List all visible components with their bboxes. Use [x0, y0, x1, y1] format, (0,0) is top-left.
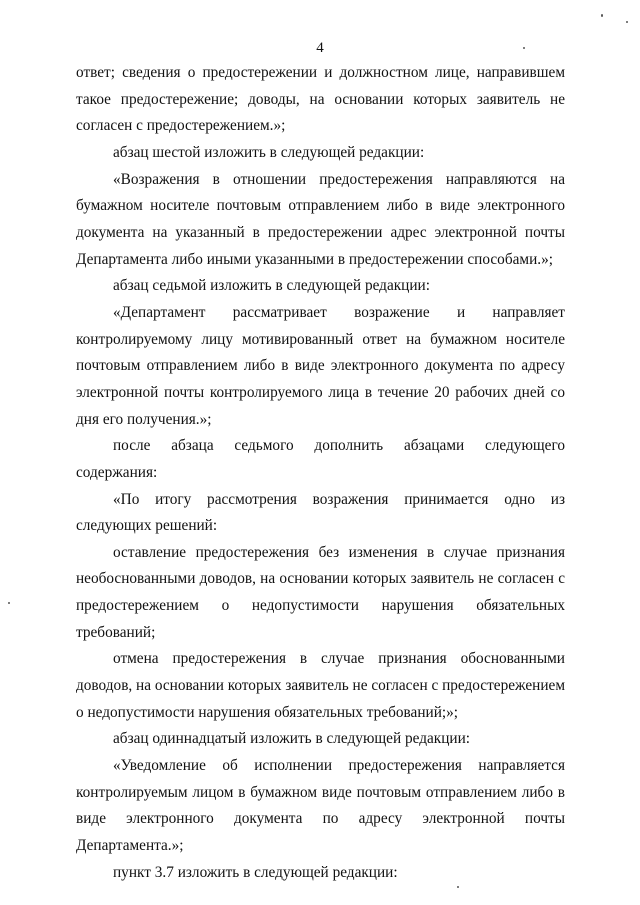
scan-speck: [8, 602, 10, 604]
scan-speck: [523, 47, 525, 49]
paragraph-4: «Департамент рассматривает возражение и направляет контролируемому лицу мотивированный ответ на бумажном носителе почтовым отправлением либо в виде электронного документа по адресу электронной почты контролируемого лица в течение 20 рабочих дней со дня его получения.»;: [76, 303, 565, 428]
paragraph-5: после абзаца седьмого дополнить абзацами следующего содержания:: [76, 437, 565, 481]
paragraph-6: «По итогу рассмотрения возражения принимается одно из следующих решений:: [76, 490, 565, 535]
scan-speck: [626, 21, 628, 23]
document-body: [76, 60, 565, 886]
paragraph-1: абзац шестой изложить в следующей редакции:: [113, 143, 425, 161]
scan-speck: [457, 886, 459, 888]
paragraph-2: «Возражения в отношении предостережения направляются на бумажном носителе почтовым отправлением либо в виде электронного документа на указанный в предостережении адрес электронной почты Департамента либо иными указанными в предостережении способами.»;: [76, 170, 565, 268]
paragraph-0: ответ; сведения о предостережении и должностном лице, направившем такое предостережение; доводы, на основании которых заявитель не согласен с предостережением.»;: [76, 64, 565, 135]
paragraph-3: абзац седьмой изложить в следующей редакции:: [113, 277, 430, 295]
paragraph-11: пункт 3.7 изложить в следующей редакции:: [113, 863, 398, 881]
paragraph-7: оставление предостережения без изменения в случае признания необоснованными доводов, на основании которых заявитель не согласен с предостережением о недопустимости нарушения обязательных требований;: [76, 543, 565, 641]
scan-speck: [601, 14, 603, 17]
paragraph-10: «Уведомление об исполнении предостережения направляется контролируемым лицом в бумажном виде почтовым отправлением либо в виде электронного документа по адресу электронной почты Департамента.»;: [76, 757, 565, 855]
paragraph-9: абзац одиннадцатый изложить в следующей редакции:: [113, 730, 471, 748]
paragraph-8: отмена предостережения в случае признания обоснованными доводов, на основании которых заявитель не согласен с предостережением о недопустимости нарушения обязательных требований;»;: [76, 650, 566, 721]
page-number: 4: [316, 40, 324, 56]
